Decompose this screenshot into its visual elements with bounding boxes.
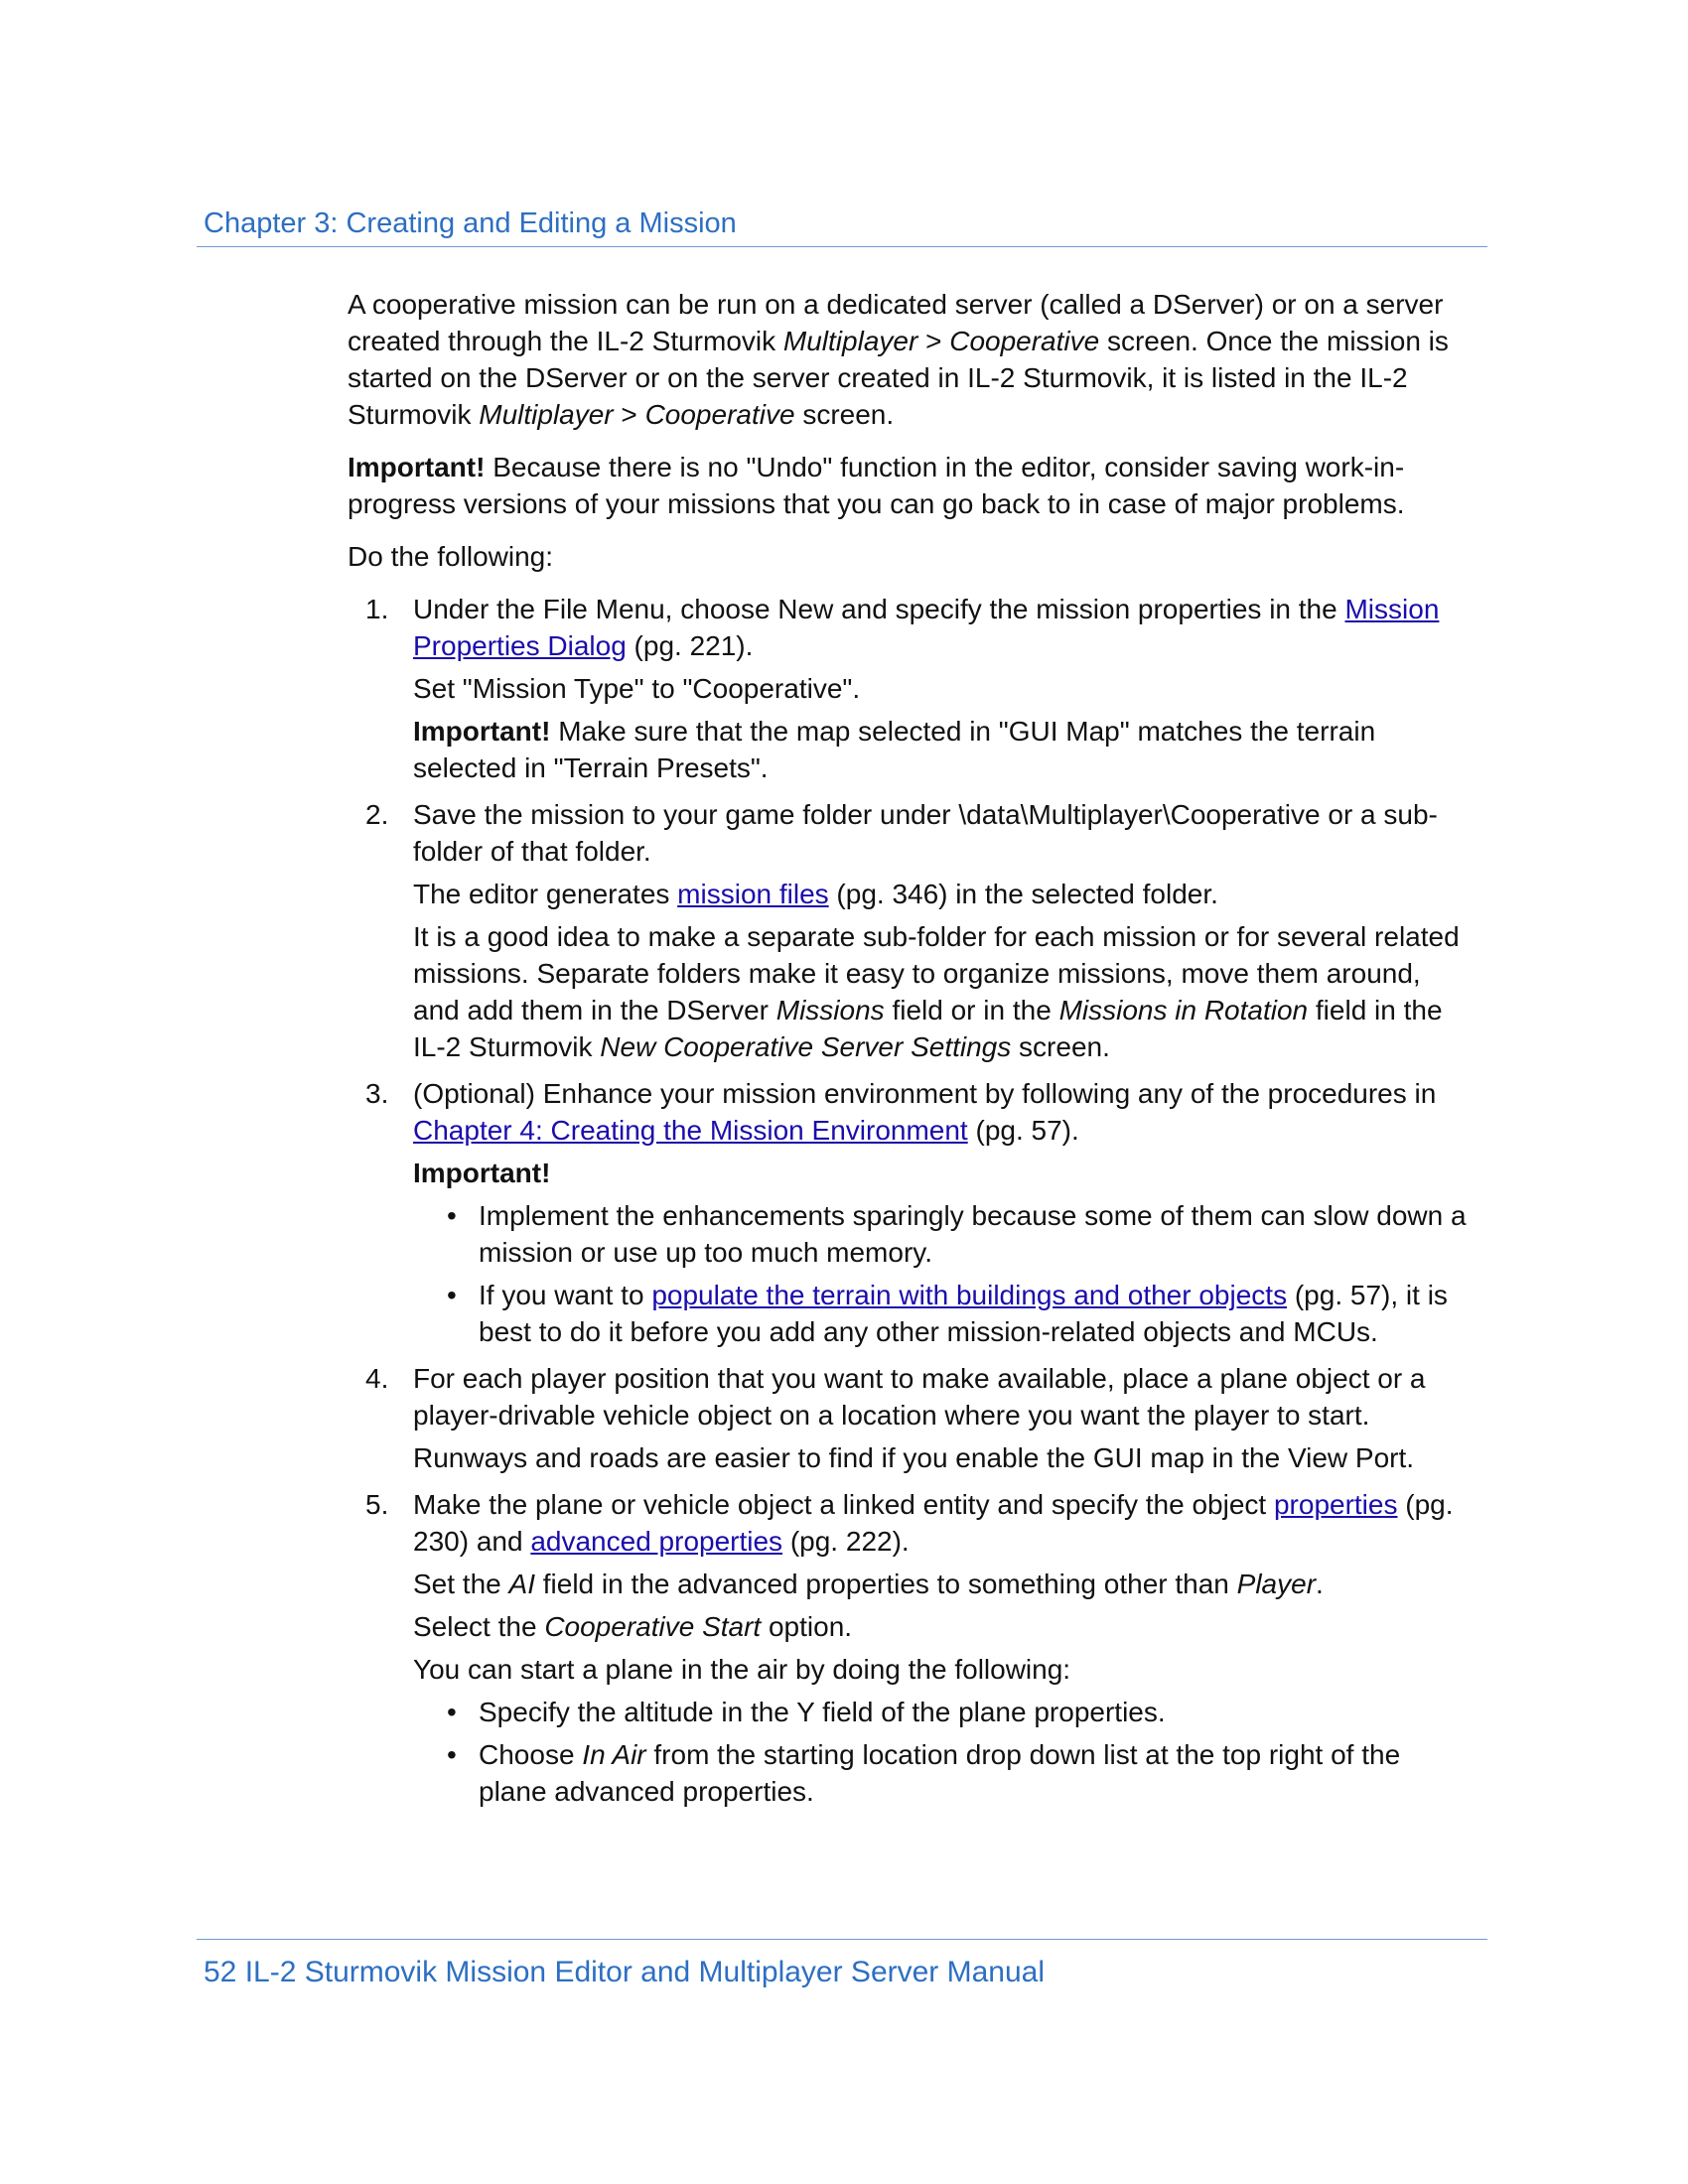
step-number: 4. [365,1363,389,1394]
text-run: field in the advanced properties to something other than [534,1569,1237,1599]
bullet-list [413,1197,1470,1350]
text-run: Implement the enhancements sparingly because some of them can slow down a mission or use up too much memory. [479,1200,1467,1268]
document-body [348,286,1470,1820]
step-subtext: Set "Mission Type" to "Cooperative". [413,673,861,704]
populate-terrain-link[interactable]: populate the terrain with buildings and other objects [651,1280,1288,1310]
step-text: For each player position that you want to make available, place a plane object or a player-drivable vehicle object on a location where you want the player to start. [413,1363,1426,1431]
mission-properties-dialog-link[interactable]: Mission Properties Dialog [413,594,1440,661]
mission-files-link[interactable]: mission files [677,879,829,909]
important-label: Important! [348,452,486,482]
step-3 [348,1075,1470,1350]
text-run: It is a good idea to make a separate sub-folder for each mission or for several related missions. Separate folders make it easy to organize missions, move them around, and add them in the DServer [413,921,1460,1025]
text-run: > [613,399,645,430]
text-run: field in the IL-2 Sturmovik [413,995,1443,1062]
important-label: Important! [413,1158,551,1188]
step-text [413,1486,1470,1560]
step-subtext [413,876,1470,912]
list-item [413,1694,1470,1730]
text-run: (pg. 230) and [413,1489,1454,1557]
step-2 [348,796,1470,1065]
bullet-icon: • [447,1697,457,1727]
text-run: (pg. 346) in the selected folder. [828,879,1218,909]
text-run-italic: Multiplayer [782,326,918,356]
text-run: from the starting location drop down list at the top right of the plane advanced properties. [479,1739,1401,1807]
step-4 [348,1360,1470,1476]
text-run-italic: Cooperative [949,326,1100,356]
text-run: . [1316,1569,1324,1599]
header-divider [197,246,1487,247]
step-number: 3. [365,1078,389,1109]
step-text [413,1075,1470,1149]
step-subtext [413,1608,1470,1645]
step-number: 1. [365,594,389,624]
chapter-title: Chapter 3: Creating and Editing a Mission [204,207,737,239]
text-run: Set the [413,1569,509,1599]
list-item [413,1197,1470,1271]
step-important-note [413,713,1470,786]
text-run: (Optional) Enhance your mission environment by following any of the procedures in [413,1078,1437,1109]
text-run-italic: Player [1236,1569,1317,1599]
advanced-properties-link[interactable]: advanced properties [530,1526,783,1557]
do-following-text: Do the following: [348,541,554,572]
text-run-italic: Missions in Rotation [1058,995,1309,1025]
text-run: Because there is no "Undo" function in the editor, consider saving work-in-progress versions of your missions that you can go back to in case of major problems. [348,452,1405,519]
text-run: Select the [413,1611,545,1642]
text-run-italic: Multiplayer [479,399,614,430]
text-run: Specify the altitude in the Y field of the plane properties. [479,1697,1166,1727]
footer-divider [197,1939,1487,1940]
text-run: screen. [794,399,895,430]
text-run: Choose [479,1739,583,1770]
page-header [197,199,1487,248]
text-run: field or in the [884,995,1059,1025]
step-subtext [413,1566,1470,1602]
text-run: If you want to [479,1280,652,1310]
text-run: (pg. 222). [782,1526,910,1557]
step-1 [348,591,1470,786]
text-run-italic: Missions [775,995,885,1025]
bullet-icon: • [447,1739,457,1770]
chapter-4-link[interactable]: Chapter 4: Creating the Mission Environment [413,1115,968,1146]
text-run: Make the plane or vehicle object a linked entity and specify the object [413,1489,1274,1520]
text-run: (pg. 221). [626,630,754,661]
step-text [413,591,1470,664]
important-note [348,449,1470,522]
text-run-italic: In Air [582,1739,646,1770]
important-label: Important! [413,716,551,747]
step-important-label [413,1155,1470,1191]
text-run: Under the File Menu, choose New and specify the mission properties in the [413,594,1345,624]
bullet-icon: • [447,1200,457,1231]
text-run-italic: New Cooperative Server Settings [600,1031,1012,1062]
text-run: A cooperative mission can be run on a dedicated server (called a DServer) or on a server created through the IL-2 Sturmovik [348,289,1444,356]
intro-paragraph [348,286,1470,433]
text-run: Make sure that the map selected in "GUI Map" matches the terrain selected in "Terrain Presets". [413,716,1376,783]
step-subtext: You can start a plane in the air by doing the following: [413,1654,1071,1685]
step-subtext: Runways and roads are easier to find if you enable the GUI map in the View Port. [413,1442,1415,1473]
bullet-icon: • [447,1280,457,1310]
text-run: > [917,326,950,356]
text-run: screen. [1011,1031,1110,1062]
bullet-list [413,1694,1470,1810]
properties-link[interactable]: properties [1273,1489,1398,1520]
text-run: (pg. 57). [967,1115,1079,1146]
text-run-italic: AI [508,1569,535,1599]
steps-list [348,591,1470,1810]
step-5 [348,1486,1470,1810]
page-footer: 52 IL-2 Sturmovik Mission Editor and Multiplayer Server Manual [204,1956,1046,1988]
text-run: (pg. 57), it is best to do it before you add any other mission-related objects and MCUs. [479,1280,1448,1347]
step-text: Save the mission to your game folder under \data\Multiplayer\Cooperative or a sub-folder of that folder. [413,799,1438,867]
text-run: screen. Once the mission is started on the DServer or on the server created in IL-2 Sturmovik, it is listed in the IL-2 Sturmovik [348,326,1449,430]
list-item [413,1736,1470,1810]
text-run-italic: Cooperative [644,399,795,430]
step-number: 2. [365,799,389,830]
text-run: The editor generates [413,879,678,909]
list-item [413,1277,1470,1350]
step-subtext [413,918,1470,1065]
step-number: 5. [365,1489,389,1520]
text-run-italic: Cooperative Start [544,1611,762,1642]
text-run: option. [761,1611,853,1642]
